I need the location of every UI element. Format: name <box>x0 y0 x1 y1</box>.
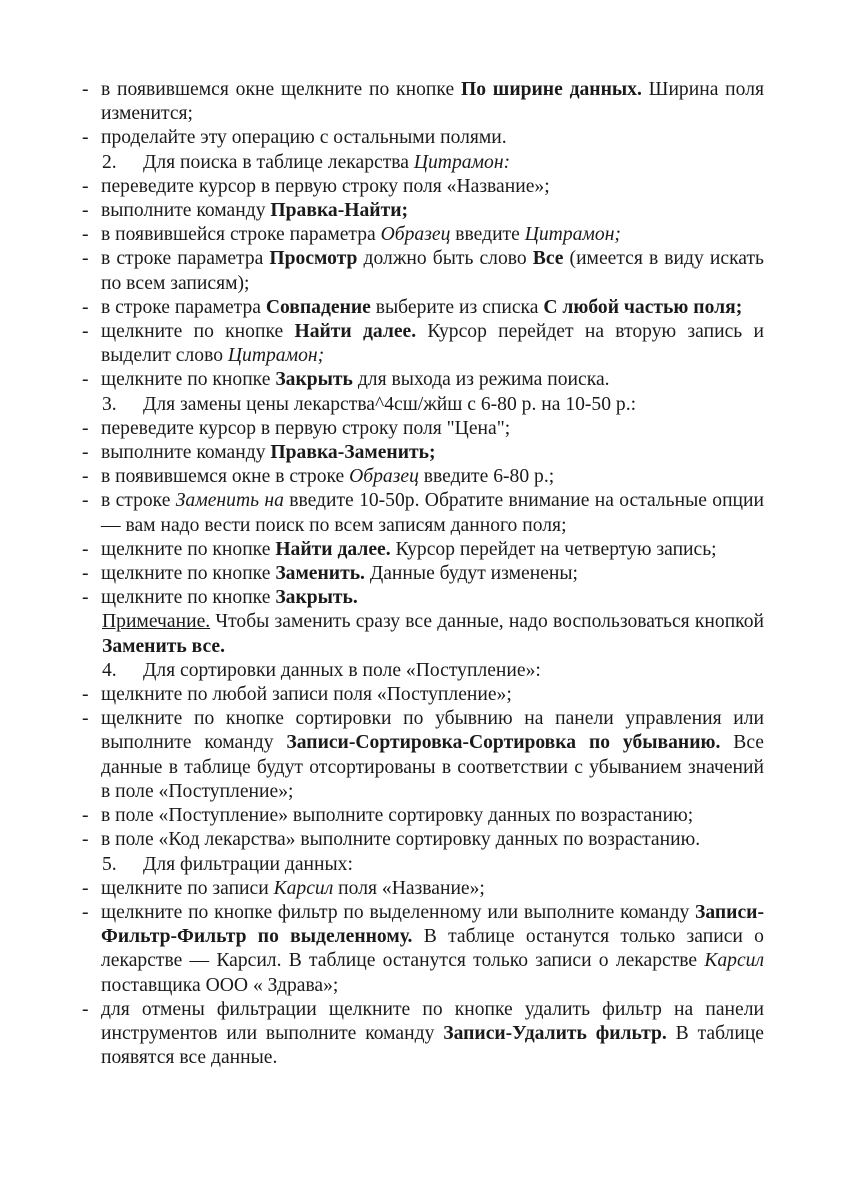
numbered-step <box>82 393 764 417</box>
text-run: Заменить. <box>275 563 365 585</box>
step-number: 2. <box>102 151 117 173</box>
text-run: Карсил <box>704 950 764 972</box>
text-run: щелкните по кнопке <box>101 321 295 343</box>
list-item <box>82 417 764 441</box>
numbered-step <box>82 853 764 877</box>
text-run: Найти далее. <box>275 538 391 560</box>
text-run: Цитрамон; <box>524 224 621 246</box>
text-run: Цитрамон; <box>227 345 325 367</box>
text-run: в появившемся окне щелкните по кнопке <box>101 79 461 100</box>
list-item <box>82 586 764 610</box>
text-run: По ширине данных. <box>460 79 642 100</box>
list-item <box>82 707 764 804</box>
list-item <box>82 489 764 537</box>
text-run: выберите из списка <box>370 296 544 318</box>
text-run: Для сортировки данных в поле «Поступление»: <box>143 659 541 681</box>
text-run: в строке <box>101 490 176 512</box>
list-item <box>82 175 764 199</box>
text-run: Карсил <box>273 877 334 899</box>
text-run: для отмены фильтрации щелкните по кнопке удалить фильтр на панели инструментов или выполните команду <box>101 998 764 1044</box>
text-run: поля «Название»; <box>333 877 485 899</box>
text-run: Все <box>532 248 564 270</box>
list-item <box>82 877 764 901</box>
list-item <box>82 683 764 707</box>
text-run: переведите курсор в первую строку поля «Название»; <box>101 175 550 197</box>
list-item <box>82 320 764 368</box>
text-run: выполните команду <box>101 442 271 464</box>
step-number: 3. <box>102 393 117 415</box>
list-item <box>82 562 764 586</box>
list-item <box>82 78 764 126</box>
text-run: Правка-Найти; <box>270 200 409 222</box>
note-paragraph <box>82 610 764 658</box>
text-run: должно быть слово <box>357 248 533 270</box>
text-run: Записи-Удалить фильтр. <box>443 1022 667 1044</box>
step-number: 5. <box>102 853 117 875</box>
numbered-step <box>82 151 764 175</box>
text-run: Образец <box>349 466 419 488</box>
text-run: щелкните по кнопке <box>101 538 276 560</box>
list-item <box>82 998 764 1071</box>
list-item <box>82 441 764 465</box>
text-run: Курсор перейдет на четвертую запись; <box>390 538 717 560</box>
step-number: 4. <box>102 659 117 681</box>
text-run: переведите курсор в первую строку поля "Цена"; <box>101 417 511 439</box>
text-run: в поле «Поступление» выполните сортировку данных по возрастанию; <box>101 805 694 827</box>
text-run: Курсор перейдет на вторую запись и выделит слово <box>101 321 764 367</box>
text-run: щелкните по записи <box>101 877 274 899</box>
list-item <box>82 199 764 223</box>
text-run: Закрыть <box>275 369 353 391</box>
list-item <box>82 296 764 320</box>
text-run: в поле «Код лекарства» выполните сортировку данных по возрастанию. <box>101 829 701 851</box>
text-run: Просмотр <box>269 248 358 270</box>
text-run: в появившейся строке параметра <box>101 224 381 246</box>
text-run: В таблице появятся все данные. <box>101 1022 764 1069</box>
text-run: для выхода из режима поиска. <box>352 369 610 391</box>
text-run: проделайте эту операцию с остальными полями. <box>101 127 507 149</box>
text-run: Записи-Фильтр-Фильтр по выделенному. <box>101 901 764 948</box>
list-item <box>82 465 764 489</box>
text-run: введите 6-80 р.; <box>418 466 555 488</box>
text-run: Образец <box>380 224 451 246</box>
text-run: щелкните по кнопке <box>101 369 276 391</box>
text-run: Чтобы заменить сразу все данные, надо воспользоваться кнопкой <box>210 611 764 633</box>
text-run: в строке параметра <box>101 296 266 318</box>
text-run: щелкните по кнопке фильтр по выделенному или выполните команду <box>101 901 696 923</box>
numbered-step <box>82 659 764 683</box>
list-item <box>82 126 764 150</box>
list-item <box>82 828 764 852</box>
text-run: щелкните по любой записи поля «Поступление»; <box>101 684 512 706</box>
text-run: в появившемся окне в строке <box>101 466 350 488</box>
text-run: выполните команду <box>101 200 271 222</box>
text-run: щелкните по кнопке <box>101 587 276 609</box>
text-run: Для поиска в таблице лекарства <box>143 151 414 173</box>
text-run: С любой частью поля; <box>543 296 743 318</box>
text-run: Ширина поля изменится; <box>101 79 764 125</box>
text-run: поставщика ООО « Здрава»; <box>101 974 339 996</box>
text-run: Для замены цены лекарства^4сш/жйш с 6-80 р. на 10-50 р.: <box>143 393 637 415</box>
document-page <box>82 78 764 1070</box>
text-run: В таблице останутся только записи о лекарстве — Карсил. В таблице останутся только записи о лекарстве <box>101 926 764 972</box>
list-item <box>82 538 764 562</box>
text-run: Все данные в таблице будут отсортированы в соответствии с убыванием значений в поле «Поступление»; <box>101 732 764 802</box>
text-run: Данные будут изменены; <box>364 563 578 585</box>
text-run: введите <box>450 224 525 246</box>
text-run: Записи-Сортировка-Сортировка по убыванию. <box>286 732 721 754</box>
list-item <box>82 901 764 998</box>
text-run: щелкните по кнопке <box>101 563 276 585</box>
text-run: введите 10-50р. Обратите внимание на остальные опции — вам надо вести поиск по всем записям данного поля; <box>101 490 765 536</box>
text-run: Цитрамон: <box>413 151 511 173</box>
text-run: в строке параметра <box>101 248 270 270</box>
list-item <box>82 247 764 295</box>
list-item <box>82 804 764 828</box>
text-run: Найти далее. <box>294 321 417 343</box>
text-run: Закрыть. <box>275 587 358 609</box>
text-run: Примечание. <box>102 611 211 633</box>
list-item <box>82 368 764 392</box>
text-run: Правка-Заменить; <box>270 442 436 464</box>
text-run: (имеется в виду искать по всем записям); <box>101 248 764 294</box>
text-run: Заменить на <box>175 490 284 512</box>
text-run: щелкните по кнопке сортировки по убывнию на панели управления или выполните команду <box>101 708 764 754</box>
list-item <box>82 223 764 247</box>
text-run: Для фильтрации данных: <box>143 853 353 875</box>
text-run: Совпадение <box>265 296 371 318</box>
text-run: Заменить все. <box>102 635 225 657</box>
